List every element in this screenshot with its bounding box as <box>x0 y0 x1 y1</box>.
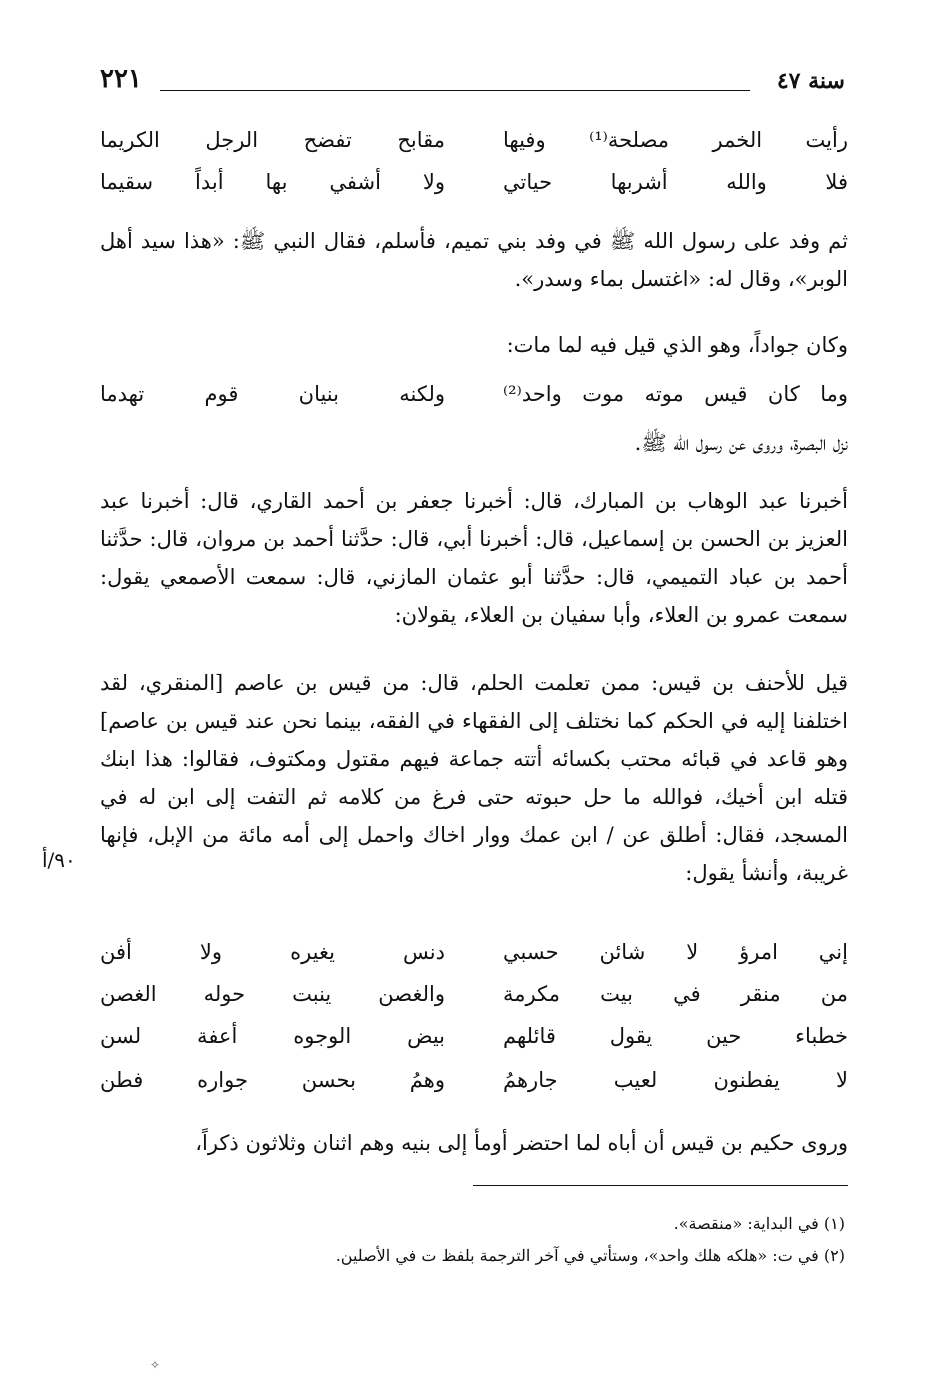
verse-line <box>100 1068 848 1106</box>
verse-second-hemistich: والغصن ينبت حوله الغصن <box>100 982 445 1006</box>
verse-second-hemistich: وهمُ بحسن جواره فطن <box>100 1068 445 1092</box>
margin-folio-note: ٩٠/أ <box>42 848 76 872</box>
paragraph-text: أخبرنا عبد الوهاب بن المبارك، قال: أخبرنا جعفر بن أحمد القاري، قال: أخبرنا عبد العزيز بن الحسن بن إسماعيل، قال: أخبرنا أبي، قال: حدَّثنا أحمد بن مروان، قال: حدَّثنا أحمد بن عباد التميمي، قال: حدَّثنا أبو عثمان المازني، قال: سمعت الأصمعي يقول: سمعت عمرو بن العلاء، وأبا سفيان بن العلاء، يقولان: <box>100 489 849 627</box>
scan-speck: ✧ <box>150 1358 161 1372</box>
verse-line <box>100 1024 848 1062</box>
running-header <box>100 64 845 102</box>
footnotes <box>145 1208 845 1272</box>
verse-first-hemistich: إني امرؤ لا شائن حسبي <box>503 940 848 964</box>
verse-first-hemistich: فلا والله أشربها حياتي <box>503 170 848 194</box>
verse-second-hemistich: ولا أشفي بها أبداً سقيما <box>100 170 445 194</box>
verse-first-hemistich: لا يفطنون لعيب جارهمُ <box>503 1068 848 1092</box>
paragraph-text: وكان جواداً، وهو الذي قيل فيه لما مات: <box>506 333 848 357</box>
footnote: (٢) في ت: «هلكه هلك واحد»، وستأتي في آخر الترجمة بلفظ ت في الأصلين. <box>335 1246 845 1265</box>
verse-line <box>100 128 848 166</box>
paragraph <box>100 326 848 364</box>
footnote-rule <box>473 1185 848 1186</box>
verse-second-hemistich: ولكنه بنيان قوم تهدما <box>100 382 445 406</box>
page-number: ٢٢١ <box>100 64 142 94</box>
paragraph <box>100 664 848 892</box>
footnote: (١) في البداية: «منقصة». <box>673 1214 845 1233</box>
paragraph <box>100 424 848 462</box>
verse-second-hemistich: مقابح تفضح الرجل الكريما <box>100 128 445 152</box>
verse-second-hemistich: بيض الوجوه أعفة لسن <box>100 1024 445 1048</box>
verse-first-hemistich: من منقر في بيت مكرمة <box>503 982 848 1006</box>
verse-second-hemistich: دنس يغيره ولا أفن <box>100 940 445 964</box>
header-year: سنة ٤٧ <box>776 68 845 94</box>
paragraph-text: نزل البصرة، وروى عن رسول الله ﷺ. <box>634 431 848 455</box>
paragraph <box>100 1124 848 1162</box>
verse-first-hemistich: رأيت الخمر مصلحة⁽¹⁾ وفيها <box>503 128 848 152</box>
paragraph <box>100 482 848 634</box>
paragraph <box>100 222 848 298</box>
paragraph-text: قيل للأحنف بن قيس: ممن تعلمت الحلم، قال: من قيس بن عاصم [المنقري، لقد اختلفنا إليه في الحكم كما نختلف إلى الفقهاء في الفقه، بينما نحن عند قيس بن عاصم] وهو قاعد في قبائه محتب بكسائه أتته جماعة فيهم مقتول ومكتوف، فقالوا: هذا ابنك قتله ابن أخيك، فوالله ما حل حبوته حتى فرغ من كلامه ثم التفت إلى ابن له في المسجد، فقال: أطلق عن / ابن عمك ووار اخاك واحمل إلى أمه مائة من الإبل، فإنها غريبة، وأنشأ يقول: <box>100 671 848 885</box>
header-rule <box>160 90 750 91</box>
paragraph-text: ثم وفد على رسول الله ﷺ في وفد بني تميم، فأسلم، فقال النبي ﷺ: «هذا سيد أهل الوبر»، وقال له: «اغتسل بماء وسدر». <box>100 229 848 291</box>
verse-line <box>100 982 848 1020</box>
verse-first-hemistich: وما كان قيس موته موت واحد⁽²⁾ <box>503 382 848 406</box>
verse-line <box>100 382 848 420</box>
verse-line <box>100 940 848 978</box>
verse-first-hemistich: خطباء حين يقول قائلهم <box>503 1024 848 1048</box>
paragraph-text: وروى حكيم بن قيس أن أباه لما احتضر أومأ إلى بنيه وهم اثنان وثلاثون ذكراً، <box>195 1131 848 1155</box>
verse-line <box>100 170 848 208</box>
